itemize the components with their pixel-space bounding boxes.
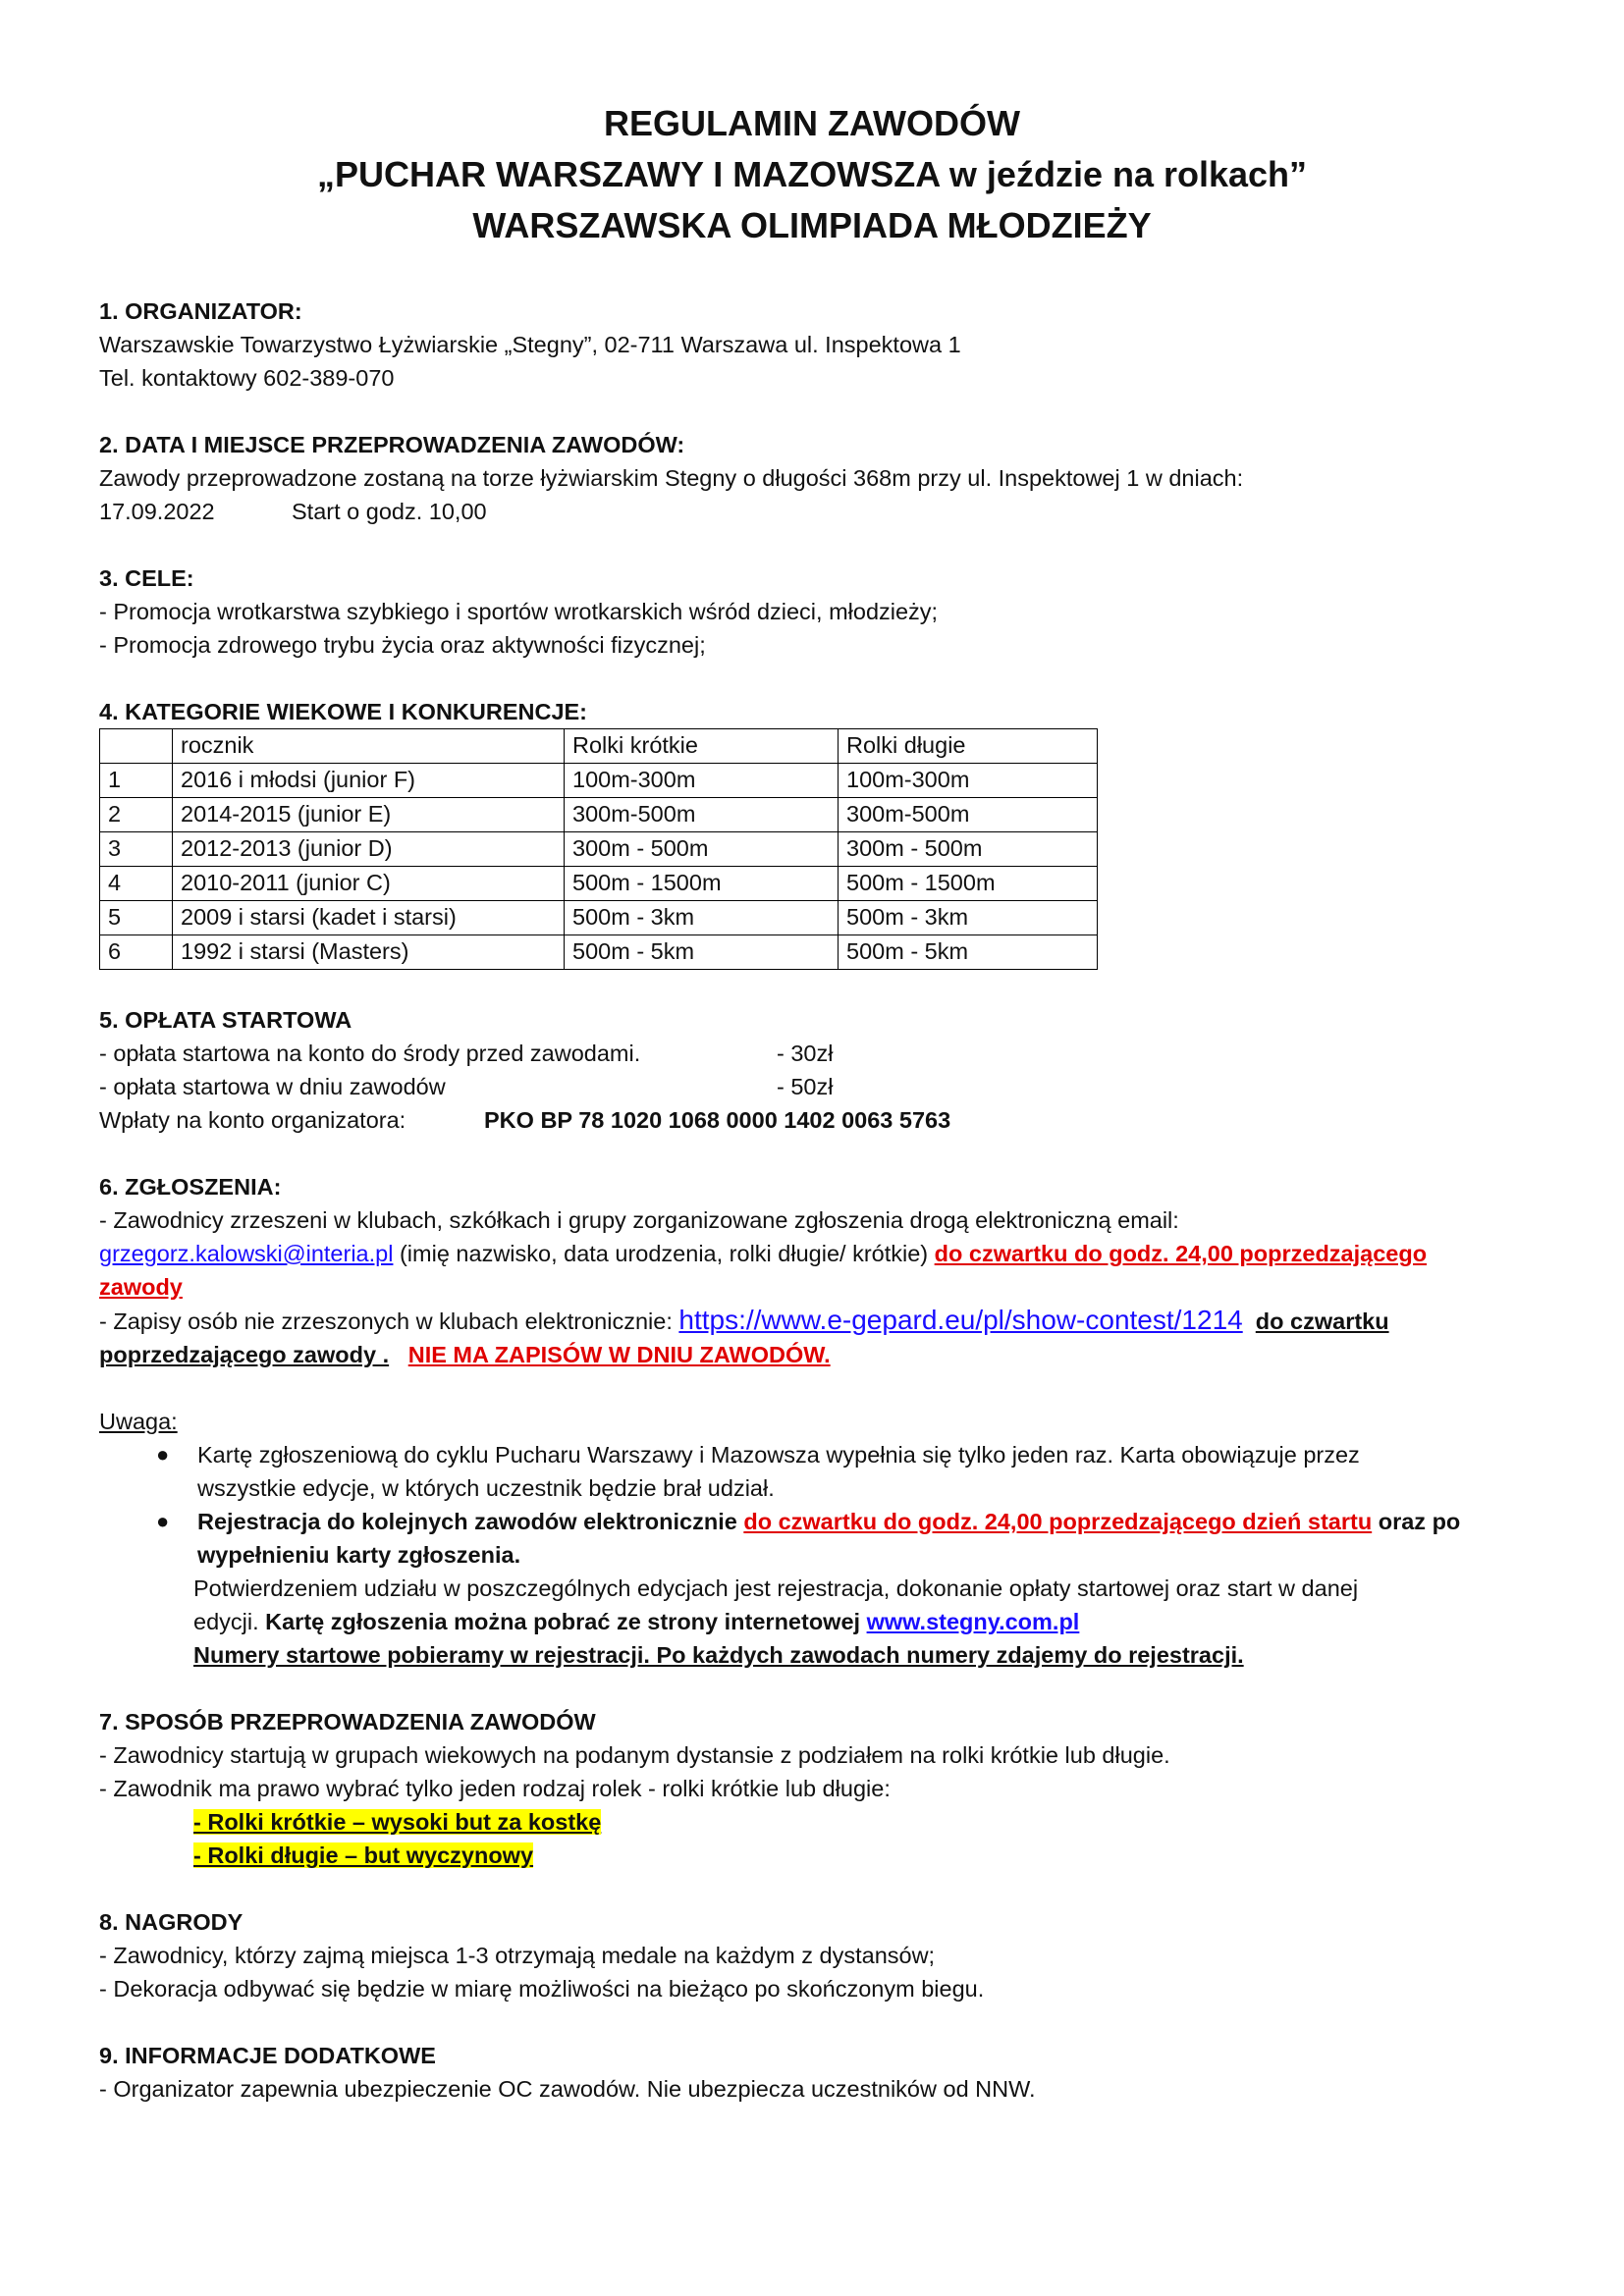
section-heading: 5. OPŁATA STARTOWA (99, 1007, 352, 1033)
deadline-text: do czwartku do godz. 24,00 poprzedzającego (934, 1241, 1428, 1266)
table-cell: 300m-500m (839, 798, 1098, 832)
table-cell: 500m - 1500m (565, 867, 839, 901)
bullet-icon: ● (156, 1442, 170, 1467)
table-row (100, 867, 1098, 901)
table-cell: 4 (100, 867, 173, 901)
download-text: Kartę zgłoszenia można pobrać ze strony internetowej (265, 1609, 867, 1634)
title-line-3: WARSZAWSKA OLIMPIADA MŁODZIEŻY (472, 205, 1152, 245)
fee-row (99, 1037, 1552, 1070)
section-awards (99, 1905, 1552, 2005)
section-heading: 2. DATA I MIEJSCE PRZEPROWADZENIA ZAWODÓW: (99, 432, 685, 457)
table-cell: 300m - 500m (839, 832, 1098, 867)
section-additional-info (99, 2039, 1552, 2106)
table-row (100, 935, 1098, 970)
section-categories (99, 695, 1552, 970)
skate-option-text: - Rolki krótkie – wysoki but za kostkę (193, 1809, 602, 1835)
section-notes (99, 1405, 1552, 1672)
table-row (100, 832, 1098, 867)
date-line (99, 495, 1552, 528)
registration-email-line (99, 1237, 1552, 1270)
section-procedure (99, 1705, 1552, 1872)
table-cell: 2014-2015 (junior E) (173, 798, 565, 832)
section-heading: 8. NAGRODY (99, 1909, 244, 1935)
note-bold: oraz po (1372, 1509, 1461, 1534)
registration-text: - Zawodnicy zrzeszeni w klubach, szkółkach i grupy zorganizowane zgłoszenia drogą elektroniczną email: (99, 1207, 1179, 1233)
table-row (100, 764, 1098, 798)
confirmation-text: edycji. (193, 1609, 266, 1634)
skate-option-text: - Rolki długie – but wyczynowy (193, 1842, 534, 1868)
table-cell: 6 (100, 935, 173, 970)
award-item: - Zawodnicy, którzy zajmą miejsca 1-3 otrzymają medale na każdym z dystansów; (99, 1943, 936, 1968)
info-item: - Organizator zapewnia ubezpieczenie OC zawodów. Nie ubezpiecza uczestników od NNW. (99, 2076, 1036, 2102)
note-text-line (197, 1505, 1552, 1538)
fee-label: - opłata startowa na konto do środy przed zawodami. (99, 1041, 641, 1066)
table-cell: 500m - 1500m (839, 867, 1098, 901)
deadline-bold-cont: poprzedzającego zawody . (99, 1342, 390, 1367)
table-cell: 2010-2011 (junior C) (173, 867, 565, 901)
deadline-text-cont: zawody (99, 1274, 183, 1300)
section-heading: 1. ORGANIZATOR: (99, 298, 302, 324)
venue-text: Zawody przeprowadzone zostaną na torze łyżwiarskim Stegny o długości 368m przy ul. Inspektowej 1 w dniach: (99, 465, 1244, 491)
table-cell: 5 (100, 901, 173, 935)
document-title (0, 98, 1624, 251)
title-line-2: „PUCHAR WARSZAWY I MAZOWSZA w jeździe na rolkach” (316, 154, 1308, 194)
fee-label: - opłata startowa w dniu zawodów (99, 1074, 446, 1099)
start-numbers-text: Numery startowe pobieramy w rejestracji. Po każdych zawodach numery zdajemy do rejestracji. (193, 1642, 1244, 1668)
confirmation-text: Potwierdzeniem udziału w poszczególnych edycjach jest rejestracja, dokonanie opłaty startowej oraz start w danej (193, 1575, 1359, 1601)
table-cell: 1 (100, 764, 173, 798)
email-info: (imię nazwisko, data urodzenia, rolki długie/ krótkie) (393, 1241, 935, 1266)
email-link[interactable]: grzegorz.kalowski@interia.pl (99, 1241, 394, 1266)
goal-item: - Promocja zdrowego trybu życia oraz aktywności fizycznej; (99, 632, 706, 658)
section-heading: 6. ZGŁOSZENIA: (99, 1174, 282, 1200)
table-row (100, 901, 1098, 935)
registration-url-link[interactable]: https://www.e-gepard.eu/pl/show-contest/1214 (678, 1305, 1243, 1335)
list-item (99, 1438, 1552, 1505)
account-row (99, 1103, 1552, 1137)
categories-table (99, 728, 1098, 970)
fee-value: - 50zł (777, 1074, 834, 1099)
note-text: wypełnieniu karty zgłoszenia. (197, 1542, 521, 1568)
table-header-cell: rocznik (173, 729, 565, 764)
table-cell: 3 (100, 832, 173, 867)
section-goals (99, 561, 1552, 662)
section-heading: 3. CELE: (99, 565, 194, 591)
note-deadline: do czwartku do godz. 24,00 poprzedzającego dzień startu (743, 1509, 1373, 1534)
award-item: - Dekoracja odbywać się będzie w miarę możliwości na bieżąco po skończonym biegu. (99, 1976, 985, 2002)
registration-deadline-line (99, 1338, 1552, 1371)
organizer-phone: Tel. kontaktowy 602-389-070 (99, 365, 395, 391)
website-link[interactable]: www.stegny.com.pl (866, 1609, 1080, 1634)
note-text: wszystkie edycje, w których uczestnik będzie brał udział. (197, 1475, 775, 1501)
fee-row (99, 1070, 1552, 1103)
section-date-place (99, 428, 1552, 528)
table-cell: 500m - 5km (565, 935, 839, 970)
event-date: 17.09.2022 (99, 499, 215, 524)
table-cell: 2 (100, 798, 173, 832)
table-cell: 2016 i młodsi (junior F) (173, 764, 565, 798)
table-header-cell: Rolki długie (839, 729, 1098, 764)
section-heading: 9. INFORMACJE DODATKOWE (99, 2043, 436, 2068)
procedure-item: - Zawodnicy startują w grupach wiekowych na podanym dystansie z podziałem na rolki krótkie lub długie. (99, 1742, 1170, 1768)
fee-value: - 30zł (777, 1041, 834, 1066)
note-bold: Rejestracja do kolejnych zawodów elektronicznie (197, 1509, 744, 1534)
title-line-1: REGULAMIN ZAWODÓW (604, 103, 1020, 143)
section-heading: 7. SPOSÓB PRZEPROWADZENIA ZAWODÓW (99, 1709, 596, 1735)
section-heading: 4. KATEGORIE WIEKOWE I KONKURENCJE: (99, 699, 588, 724)
note-text: Kartę zgłoszeniową do cyklu Pucharu Warszawy i Mazowsza wypełnia się tylko jeden raz. Karta obowiązuje przez (197, 1442, 1360, 1468)
registration-url-line (99, 1304, 1552, 1338)
url-prefix: - Zapisy osób nie zrzeszonych w klubach elektronicznie: (99, 1308, 679, 1334)
deadline-bold: do czwartku (1255, 1308, 1389, 1334)
document-body (99, 294, 1552, 2106)
table-cell: 100m-300m (565, 764, 839, 798)
table-row (100, 798, 1098, 832)
table-cell: 300m-500m (565, 798, 839, 832)
skate-option (99, 1839, 1552, 1872)
section-fees (99, 1003, 1552, 1137)
account-number: PKO BP 78 1020 1068 0000 1402 0063 5763 (484, 1107, 951, 1133)
table-cell: 2009 i starsi (kadet i starsi) (173, 901, 565, 935)
skate-option (99, 1805, 1552, 1839)
section-registration (99, 1170, 1552, 1371)
table-cell: 500m - 3km (565, 901, 839, 935)
confirmation-text-line (193, 1605, 1552, 1638)
table-cell: 2012-2013 (junior D) (173, 832, 565, 867)
no-onsite-registration: NIE MA ZAPISÓW W DNIU ZAWODÓW. (407, 1342, 831, 1367)
table-cell: 500m - 5km (839, 935, 1098, 970)
list-item (99, 1505, 1552, 1572)
notes-label: Uwaga: (99, 1409, 178, 1434)
table-cell: 1992 i starsi (Masters) (173, 935, 565, 970)
table-cell: 500m - 3km (839, 901, 1098, 935)
table-header-cell: Rolki krótkie (565, 729, 839, 764)
organizer-address: Warszawskie Towarzystwo Łyżwiarskie „Stegny”, 02-711 Warszawa ul. Inspektowa 1 (99, 332, 961, 357)
table-cell: 300m - 500m (565, 832, 839, 867)
procedure-item: - Zawodnik ma prawo wybrać tylko jeden rodzaj rolek - rolki krótkie lub długie: (99, 1776, 891, 1801)
table-cell: 100m-300m (839, 764, 1098, 798)
table-header-cell (100, 729, 173, 764)
bullet-icon: ● (156, 1509, 170, 1533)
section-organizer (99, 294, 1552, 395)
goal-item: - Promocja wrotkarstwa szybkiego i sportów wrotkarskich wśród dzieci, młodzieży; (99, 599, 939, 624)
account-label: Wpłaty na konto organizatora: (99, 1107, 406, 1133)
notes-list (99, 1438, 1552, 1572)
start-time: Start o godz. 10,00 (292, 499, 487, 524)
table-header-row (100, 729, 1098, 764)
